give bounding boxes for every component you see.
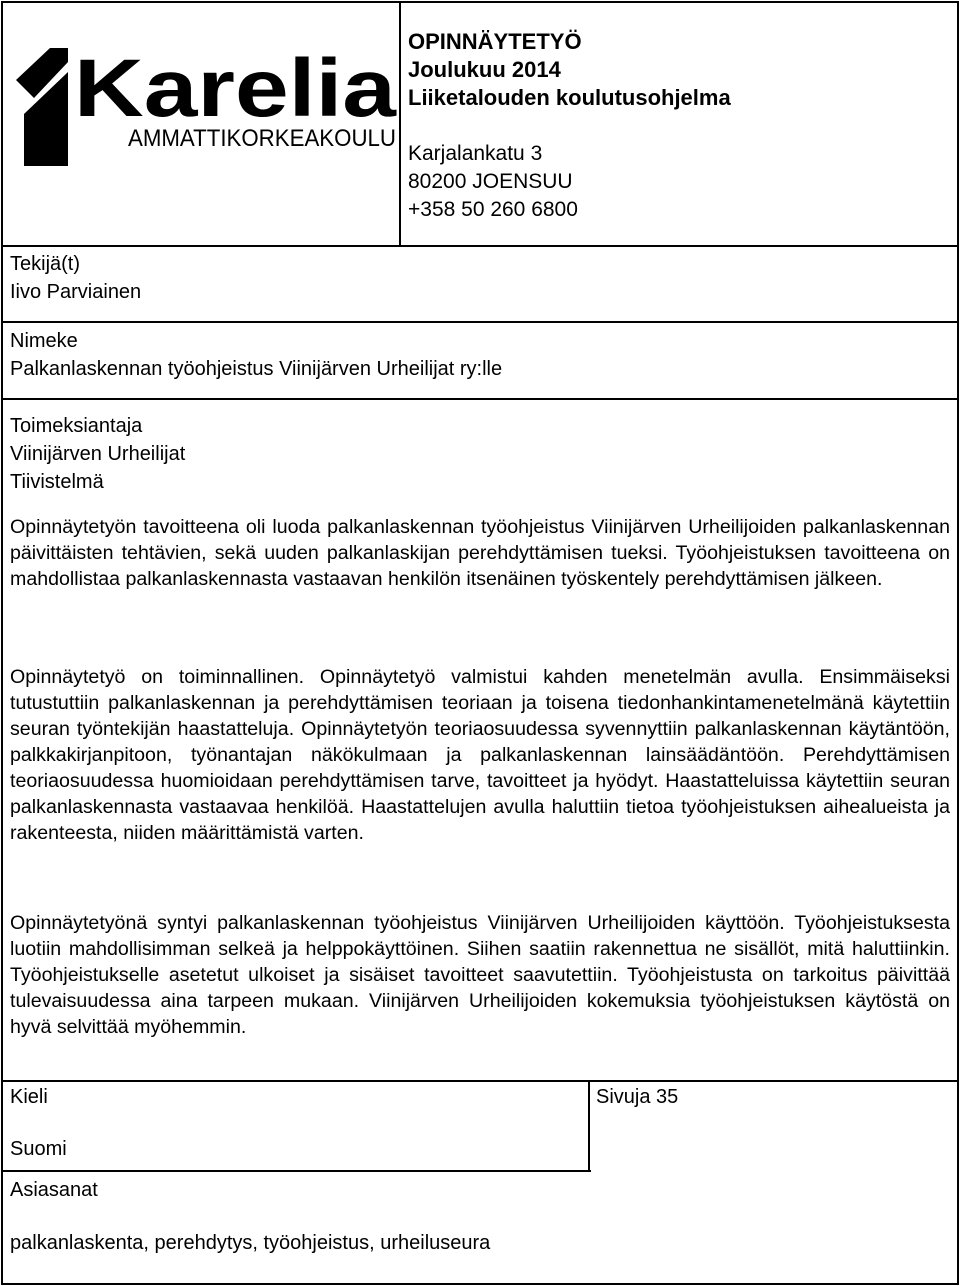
address-street: Karjalankatu 3 (408, 142, 543, 165)
logo-subtitle: AMMATTIKORKEAKOULU (128, 125, 396, 152)
header-divider-horizontal (1, 245, 959, 247)
section-divider-abstract-end (1, 1080, 959, 1082)
author-label: Tekijä(t) (10, 253, 81, 275)
commissioner-value: Viinijärven Urheilijat (10, 443, 186, 465)
commissioner-label: Toimeksiantaja (10, 415, 143, 437)
address-city: 80200 JOENSUU (408, 170, 573, 193)
title-value: Palkanlaskennan työohjeistus Viinijärven Urheilijat ry:lle (10, 358, 503, 380)
karelia-logo (10, 40, 400, 170)
section-divider-title (1, 398, 959, 400)
abstract-paragraph-2: Opinnäytetyö on toiminnallinen. Opinnäytetyö valmistui kahden menetelmän avulla. Ensimmäiseksi tutustuttiin palkanlaskennan ja perehdyttämisen teoriaan ja toisena tiedonhankintamenetelmänä käytettiin seuran työntekijän haastatteluja. Opinnäytetyön teoriaosuudessa syvennyttiin palkanlaskennan käytäntöön, palkkakirjanpitoon, työnantajan näkökulmaan ja palkanlaskennan lainsäädäntöön. Perehdyttämisen teoriaosuudessa huomioidaan perehdyttämisen tarve, tavoitteet ja hyödyt. Haastatteluissa käytettiin seuran palkanlaskennasta vastaavaa henkilöä. Haastattelujen avulla haluttiin tietoa työohjeistuksen aihealueista ja rakenteesta, niiden määrittämistä varten. (10, 666, 950, 844)
degree-program: Liiketalouden koulutusohjelma (408, 85, 731, 110)
commissioner-section (10, 412, 185, 496)
author-name: Iivo Parviainen (10, 281, 142, 303)
title-section (10, 327, 502, 383)
header-info (408, 28, 731, 112)
abstract-paragraph-3: Opinnäytetyönä syntyi palkanlaskennan työohjeistus Viinijärven Urheilijoiden käyttöön. Työohjeistuksesta luotiin mahdollisimman selkeä ja helppokäyttöinen. Siihen saatiin rakennettua ne sisällöt, mitä haluttiinkin. Työohjeistukselle asetetut ulkoiset ja sisäiset tavoitteet saavutettiin. Työohjeistusta on tarkoitus päivittää tulevaisuudessa aina tarpeen mukaan. Viinijärven Urheilijoiden kokemuksia työohjeistuksen käytöstä on hyvä selvittää myöhemmin. (10, 912, 950, 1038)
keywords-value: palkanlaskenta, perehdytys, työohjeistus, urheiluseura (10, 1232, 491, 1254)
logo-wordmark: Karelia (74, 43, 398, 134)
section-divider-author (1, 321, 959, 323)
title-label: Nimeke (10, 330, 78, 352)
author-section (10, 250, 141, 306)
doc-date: Joulukuu 2014 (408, 57, 561, 82)
language-value: Suomi (10, 1138, 67, 1160)
phone-number: +358 50 260 6800 (408, 198, 578, 221)
pages-count: Sivuja 35 (596, 1086, 679, 1108)
keywords-label: Asiasanat (10, 1179, 98, 1201)
language-label: Kieli (10, 1086, 48, 1108)
abstract-body-2 (10, 664, 950, 846)
doc-type: OPINNÄYTETYÖ (408, 29, 582, 54)
abstract-label: Tiivistelmä (10, 471, 104, 493)
abstract-body (10, 514, 950, 592)
abstract-paragraph-1: Opinnäytetyön tavoitteena oli luoda palkanlaskennan työohjeistus Viinijärven Urheilijoiden palkanlaskennan päivittäisten tehtävien, sekä uuden palkanlaskijan perehdyttämisen tueksi. Työohjeistuksen tavoitteena on mahdollistaa palkanlaskennasta vastaavan henkilön itsenäinen työskentely perehdyttämisen jälkeen. (10, 516, 950, 590)
section-divider-language (1, 1170, 591, 1172)
language-pages-divider (588, 1080, 590, 1172)
abstract-body-3 (10, 910, 950, 1040)
header-address (408, 140, 578, 224)
